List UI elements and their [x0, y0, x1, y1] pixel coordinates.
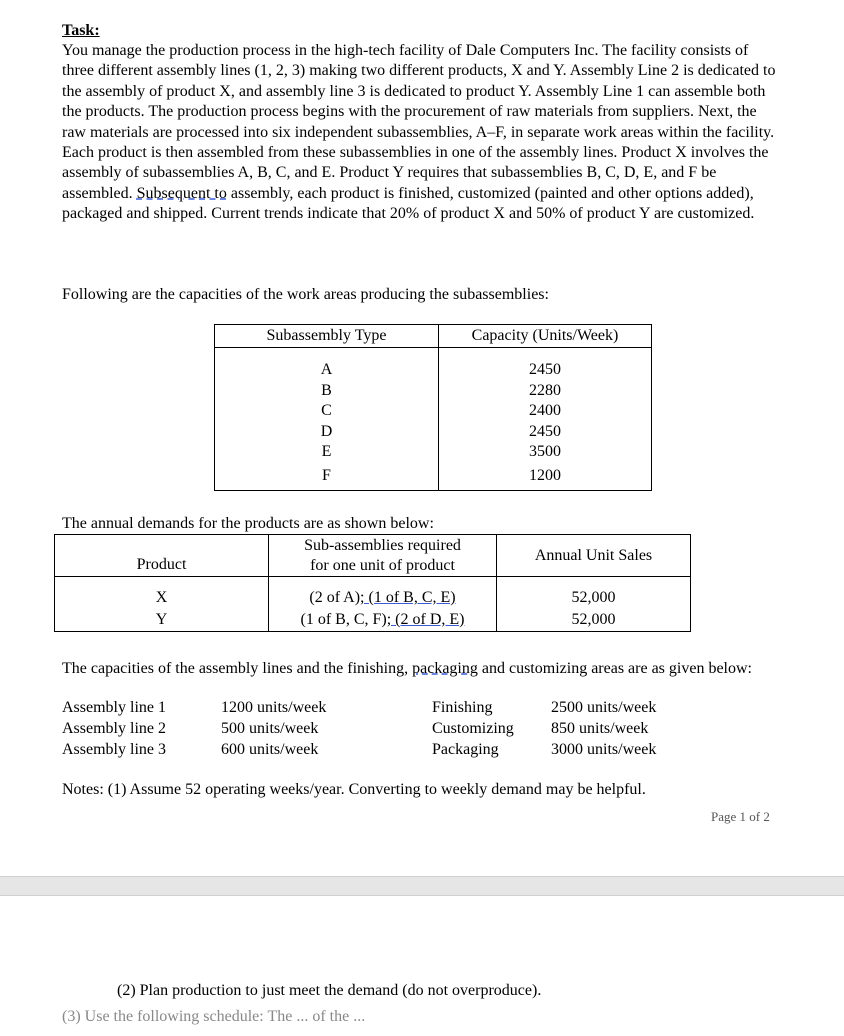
product-y-sub-b: ; (2 of D, E): [386, 611, 465, 628]
subassembly-type: B: [321, 381, 332, 399]
product-y-sales: 52,000: [571, 611, 616, 628]
task-paragraph: [62, 41, 782, 225]
capacities-intro: Following are the capacities of the work areas producing the subassemblies:: [62, 286, 549, 303]
subassembly-types-cell: [215, 348, 439, 491]
demand-table: [54, 534, 691, 632]
demand-header-sub-line2: for one unit of product: [310, 556, 455, 574]
task-text-flagged: Subsequent to: [136, 184, 227, 202]
capacities-cell: [439, 348, 652, 491]
customizing-capacity: 850 units/week: [551, 720, 649, 737]
areas-intro-flagged: packaging: [412, 660, 478, 677]
subassembly-type: E: [321, 443, 332, 460]
assembly-line-2-label: Assembly line 2: [62, 720, 166, 737]
products-cell: [55, 577, 269, 632]
capacity-header-capacity: Capacity (Units/Week): [439, 325, 652, 348]
subassembly-type: C: [321, 402, 332, 419]
product-y-subassemblies: [269, 609, 496, 631]
assembly-line-3-label: Assembly line 3: [62, 741, 166, 758]
product-y: Y: [155, 611, 168, 628]
capacity-value: 2280: [529, 381, 561, 399]
areas-intro-part2: and customizing areas are as given below:: [477, 660, 752, 677]
demand-header-sub-line1: Sub-assemblies required: [304, 536, 461, 554]
capacity-value: 3500: [529, 443, 561, 460]
demand-header-sales: Annual Unit Sales: [497, 535, 691, 577]
notes: Notes: (1) Assume 52 operating weeks/year. Converting to weekly demand may be helpful.: [62, 781, 646, 798]
packaging-label: Packaging: [432, 741, 499, 758]
customizing-label: Customizing: [432, 720, 514, 737]
packaging-capacity: 3000 units/week: [551, 741, 657, 758]
page-separator: [0, 876, 844, 896]
capacity-value: 2400: [529, 402, 561, 419]
finishing-capacity: 2500 units/week: [551, 699, 657, 716]
product-x-sub-a: (2 of A): [309, 589, 361, 606]
assembly-line-1-label: Assembly line 1: [62, 699, 166, 716]
page-number: Page 1 of 2: [711, 809, 770, 824]
sales-cell: [497, 577, 691, 632]
product-y-sub-a: (1 of B, C, F): [300, 611, 387, 628]
product-x-sales: 52,000: [571, 589, 616, 606]
assembly-line-1-capacity: 1200 units/week: [221, 699, 327, 716]
document-page-2: [0, 896, 844, 1024]
subassemblies-cell: [269, 577, 497, 632]
task-text-part2: assembly, each product is finished, customized (painted and other options added), packaged and shipped. Current trends indicate that 20% of product X and 50% of product Y are customized.: [62, 184, 755, 223]
task-text-part1: You manage the production process in the high-tech facility of Dale Computers Inc. The facility consists of three different assembly lines (1, 2, 3) making two different products, X and Y. Assembly Line 2 is dedicated to the assembly of product X, and assembly line 3 is dedicated to product Y. Assembly Line 1 can assemble both the products. The production process begins with the procurement of raw materials from suppliers. Next, the raw materials are processed into six independent subassemblies, A–F, in separate work areas within the facility. Each product is then assembled from these subassemblies in one of the assembly lines. Product X involves the assembly of subassemblies A, B, C, and E. Product Y requires that subassemblies B, C, D, E, and F be assembled.: [62, 42, 776, 202]
assembly-line-3-capacity: 600 units/week: [221, 741, 319, 758]
subassembly-type: F: [322, 466, 331, 484]
capacity-value: 2450: [529, 422, 561, 440]
product-x: X: [155, 589, 168, 606]
subassembly-type: D: [320, 422, 333, 440]
capacity-value: 1200: [529, 466, 561, 484]
areas-intro: [62, 659, 782, 679]
capacity-table: [214, 324, 652, 491]
note-2: (2) Plan production to just meet the demand (do not overproduce).: [117, 982, 542, 999]
product-x-sub-b: ; (1 of B, C, E): [360, 589, 456, 606]
capacity-header-type: Subassembly Type: [215, 325, 439, 348]
capacity-value: 2450: [529, 361, 561, 378]
demand-header-subassemblies: [269, 535, 497, 577]
demand-intro: The annual demands for the products are as shown below:: [62, 515, 434, 532]
task-heading: Task:: [62, 22, 100, 39]
product-x-subassemblies: [269, 587, 496, 609]
assembly-line-2-capacity: 500 units/week: [221, 720, 319, 737]
areas-intro-part1: The capacities of the assembly lines and the finishing,: [62, 660, 413, 677]
cut-off-text: (3) Use the following schedule: The ... of the ...: [62, 1008, 366, 1025]
demand-header-product: Product: [55, 535, 269, 577]
cut-off-line: [62, 1008, 482, 1025]
subassembly-type: A: [320, 361, 333, 378]
finishing-label: Finishing: [432, 699, 493, 716]
